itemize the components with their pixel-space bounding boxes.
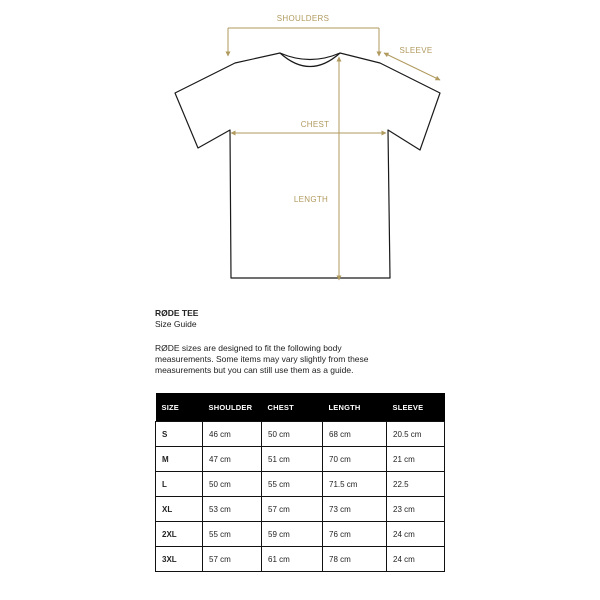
sleeve-cell: 21 cm <box>387 447 445 472</box>
length-cell: 73 cm <box>323 497 387 522</box>
sleeve-cell: 23 cm <box>387 497 445 522</box>
table-row <box>156 497 445 522</box>
sleeve-label: SLEEVE <box>399 46 433 55</box>
shoulder-cell: 46 cm <box>203 422 262 447</box>
size-table <box>155 393 445 572</box>
sleeve-arrow <box>384 53 440 80</box>
shoulder-cell: 53 cm <box>203 497 262 522</box>
header-length: LENGTH <box>323 393 387 422</box>
size-cell: 3XL <box>156 547 203 572</box>
size-table-header-row <box>156 393 445 422</box>
chest-cell: 61 cm <box>262 547 323 572</box>
size-cell: S <box>156 422 203 447</box>
length-cell: 70 cm <box>323 447 387 472</box>
length-cell: 78 cm <box>323 547 387 572</box>
size-cell: L <box>156 472 203 497</box>
tshirt-outline <box>175 53 440 278</box>
chest-cell: 51 cm <box>262 447 323 472</box>
header-size: SIZE <box>156 393 203 422</box>
table-row <box>156 547 445 572</box>
shoulder-cell: 55 cm <box>203 522 262 547</box>
length-cell: 71.5 cm <box>323 472 387 497</box>
sleeve-cell: 24 cm <box>387 522 445 547</box>
sleeve-cell: 22.5 <box>387 472 445 497</box>
shoulder-cell: 57 cm <box>203 547 262 572</box>
product-info <box>155 308 475 376</box>
header-sleeve: SLEEVE <box>387 393 445 422</box>
size-guide-description: RØDE sizes are designed to fit the following body measurements. Some items may vary slightly from these measurements but you can still use them as a guide. <box>155 343 369 375</box>
length-cell: 68 cm <box>323 422 387 447</box>
product-title: RØDE TEE <box>155 308 199 318</box>
shoulder-cell: 47 cm <box>203 447 262 472</box>
table-row <box>156 522 445 547</box>
table-row <box>156 447 445 472</box>
chest-cell: 57 cm <box>262 497 323 522</box>
length-cell: 76 cm <box>323 522 387 547</box>
shoulder-cell: 50 cm <box>203 472 262 497</box>
size-cell: 2XL <box>156 522 203 547</box>
sleeve-cell: 20.5 cm <box>387 422 445 447</box>
table-row <box>156 422 445 447</box>
sleeve-cell: 24 cm <box>387 547 445 572</box>
length-label: LENGTH <box>293 195 329 204</box>
chest-cell: 59 cm <box>262 522 323 547</box>
header-shoulder: SHOULDER <box>203 393 262 422</box>
shoulders-label: SHOULDERS <box>276 14 330 23</box>
chest-cell: 50 cm <box>262 422 323 447</box>
size-cell: M <box>156 447 203 472</box>
header-chest: CHEST <box>262 393 323 422</box>
size-guide-subtitle: Size Guide <box>155 319 197 329</box>
chest-cell: 55 cm <box>262 472 323 497</box>
table-row <box>156 472 445 497</box>
chest-label: CHEST <box>300 120 330 129</box>
size-cell: XL <box>156 497 203 522</box>
